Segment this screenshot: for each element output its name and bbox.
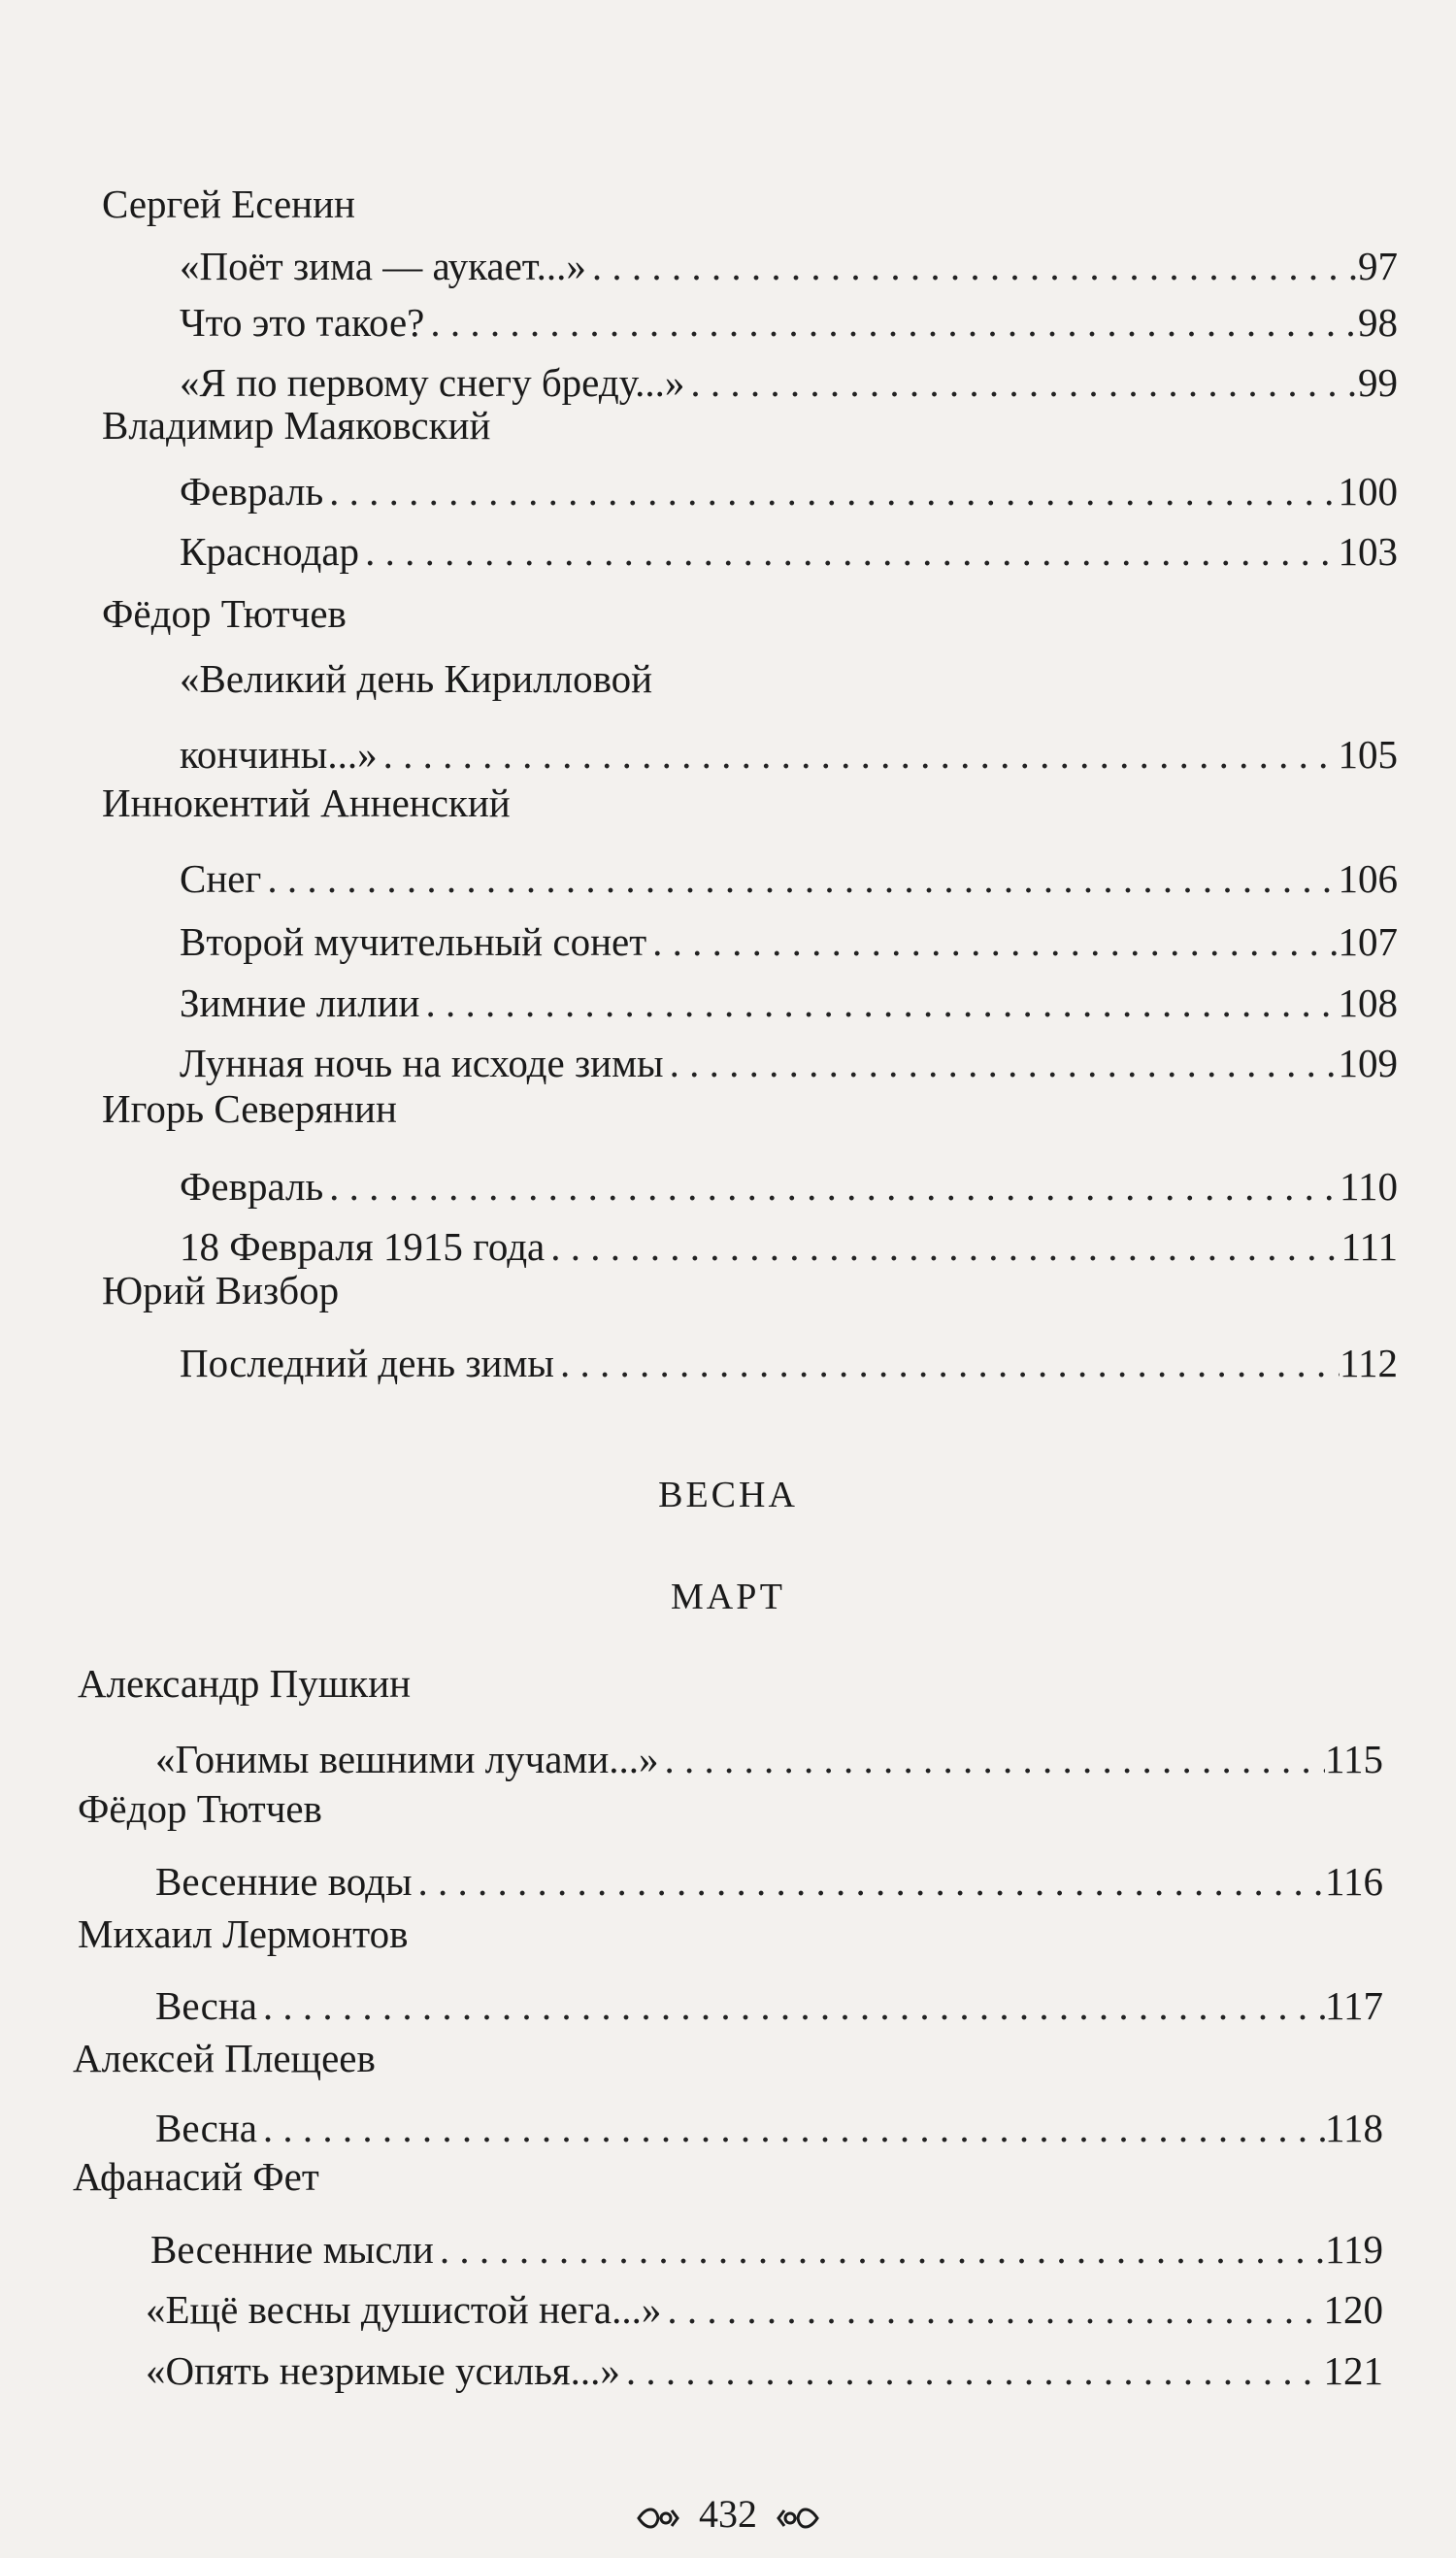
dot-leader	[434, 2218, 1325, 2280]
toc-entry[interactable]	[150, 2218, 1383, 2280]
dot-leader	[413, 1850, 1325, 1912]
entry-title: «Гонимы вешними лучами...»	[155, 1737, 659, 1781]
entry-title: Снег	[180, 856, 262, 901]
entry-page: 99	[1358, 360, 1398, 405]
entry-title: кончины...»	[180, 732, 378, 777]
entry-title: 18 Февраля 1915 года	[180, 1224, 546, 1269]
author-name: Игорь Северянин	[102, 1086, 397, 1131]
dot-leader	[424, 291, 1358, 353]
dot-leader	[646, 911, 1338, 973]
author-name: Иннокентий Анненский	[102, 781, 511, 825]
toc-entry[interactable]	[180, 520, 1398, 582]
entry-title: Зимние лилии	[180, 980, 420, 1025]
toc-entry[interactable]	[155, 1728, 1383, 1790]
page-number: 432	[699, 2492, 757, 2536]
dot-leader	[257, 2097, 1325, 2159]
dot-leader	[620, 2340, 1324, 2402]
section-heading-season: ВЕСНА	[658, 1475, 798, 1515]
dot-leader	[323, 1155, 1340, 1217]
entry-title: «Ещё весны душистой нега...»	[146, 2287, 662, 2332]
entry-page: 118	[1325, 2106, 1383, 2150]
entry-page: 116	[1325, 1859, 1383, 1904]
toc-entry[interactable]	[180, 911, 1398, 973]
entry-page: 110	[1340, 1164, 1398, 1209]
toc-entry[interactable]	[146, 2278, 1383, 2341]
entry-page: 119	[1325, 2227, 1383, 2272]
author-name: Фёдор Тютчев	[78, 1786, 322, 1831]
entry-title: «Поёт зима — аукает...»	[180, 244, 586, 288]
author-name: Алексей Плещеев	[73, 2036, 376, 2080]
entry-title: Весна	[155, 1983, 257, 2028]
entry-title: Лунная ночь на исходе зимы	[180, 1041, 664, 1085]
entry-title: Весенние воды	[155, 1859, 413, 1904]
entry-page: 117	[1325, 1983, 1383, 2028]
entry-title: Краснодар	[180, 529, 360, 574]
entry-title: Весна	[155, 2106, 257, 2150]
toc-entry[interactable]	[180, 1215, 1398, 1278]
author-name: Михаил Лермонтов	[78, 1911, 409, 1956]
entry-page: 108	[1338, 980, 1398, 1025]
entry-page: 105	[1338, 732, 1398, 777]
entry-page: 112	[1340, 1341, 1398, 1385]
entry-title-line1: «Великий день Кирилловой	[180, 656, 653, 701]
entry-title: «Опять незримые усилья...»	[146, 2348, 620, 2393]
dot-leader	[586, 235, 1358, 297]
dot-leader	[257, 1975, 1325, 2037]
toc-entry[interactable]	[180, 1155, 1398, 1217]
author-name: Владимир Маяковский	[102, 403, 491, 448]
entry-page: 107	[1338, 919, 1398, 964]
toc-entry[interactable]	[180, 460, 1398, 522]
ornament-left-icon	[635, 2499, 679, 2538]
toc-entry[interactable]	[180, 1332, 1398, 1394]
dot-leader	[545, 1215, 1340, 1278]
author-name: Фёдор Тютчев	[102, 591, 347, 636]
entry-page: 115	[1325, 1737, 1383, 1781]
page-footer	[0, 2485, 1456, 2543]
toc-entry[interactable]	[180, 847, 1398, 910]
entry-title: Второй мучительный сонет	[180, 919, 647, 964]
entry-page: 121	[1323, 2348, 1383, 2393]
author-name: Юрий Визбор	[102, 1268, 340, 1312]
toc-entry[interactable]	[180, 972, 1398, 1034]
toc-entry[interactable]	[155, 2097, 1383, 2159]
entry-page: 98	[1358, 300, 1398, 345]
entry-title: «Я по первому снегу бреду...»	[180, 360, 685, 405]
author-name: Александр Пушкин	[78, 1661, 412, 1706]
entry-page: 100	[1338, 469, 1398, 514]
toc-entry[interactable]	[180, 291, 1398, 353]
entry-title: Весенние мысли	[150, 2227, 434, 2272]
entry-title: Февраль	[180, 1164, 324, 1209]
entry-title: Февраль	[180, 469, 324, 514]
entry-page: 106	[1338, 856, 1398, 901]
entry-title: Последний день зимы	[180, 1341, 554, 1385]
dot-leader	[261, 847, 1338, 910]
ornament-right-icon	[777, 2499, 821, 2538]
dot-leader	[378, 723, 1339, 785]
dot-leader	[664, 1032, 1339, 1094]
entry-page: 111	[1340, 1224, 1398, 1269]
entry-page: 103	[1338, 529, 1398, 574]
dot-leader	[554, 1332, 1340, 1394]
dot-leader	[420, 972, 1339, 1034]
section-heading-month: МАРТ	[670, 1577, 786, 1617]
entry-page: 120	[1323, 2287, 1383, 2332]
dot-leader	[684, 351, 1358, 414]
author-name: Сергей Есенин	[102, 182, 355, 226]
entry-title: Что это такое?	[180, 300, 425, 345]
dot-leader	[323, 460, 1338, 522]
toc-entry[interactable]	[146, 2340, 1383, 2402]
dot-leader	[359, 520, 1338, 582]
entry-page: 109	[1338, 1041, 1398, 1085]
entry-page: 97	[1358, 244, 1398, 288]
dot-leader	[661, 2278, 1323, 2341]
author-name: Афанасий Фет	[73, 2154, 319, 2199]
toc-entry[interactable]	[180, 235, 1398, 297]
dot-leader	[659, 1728, 1325, 1790]
